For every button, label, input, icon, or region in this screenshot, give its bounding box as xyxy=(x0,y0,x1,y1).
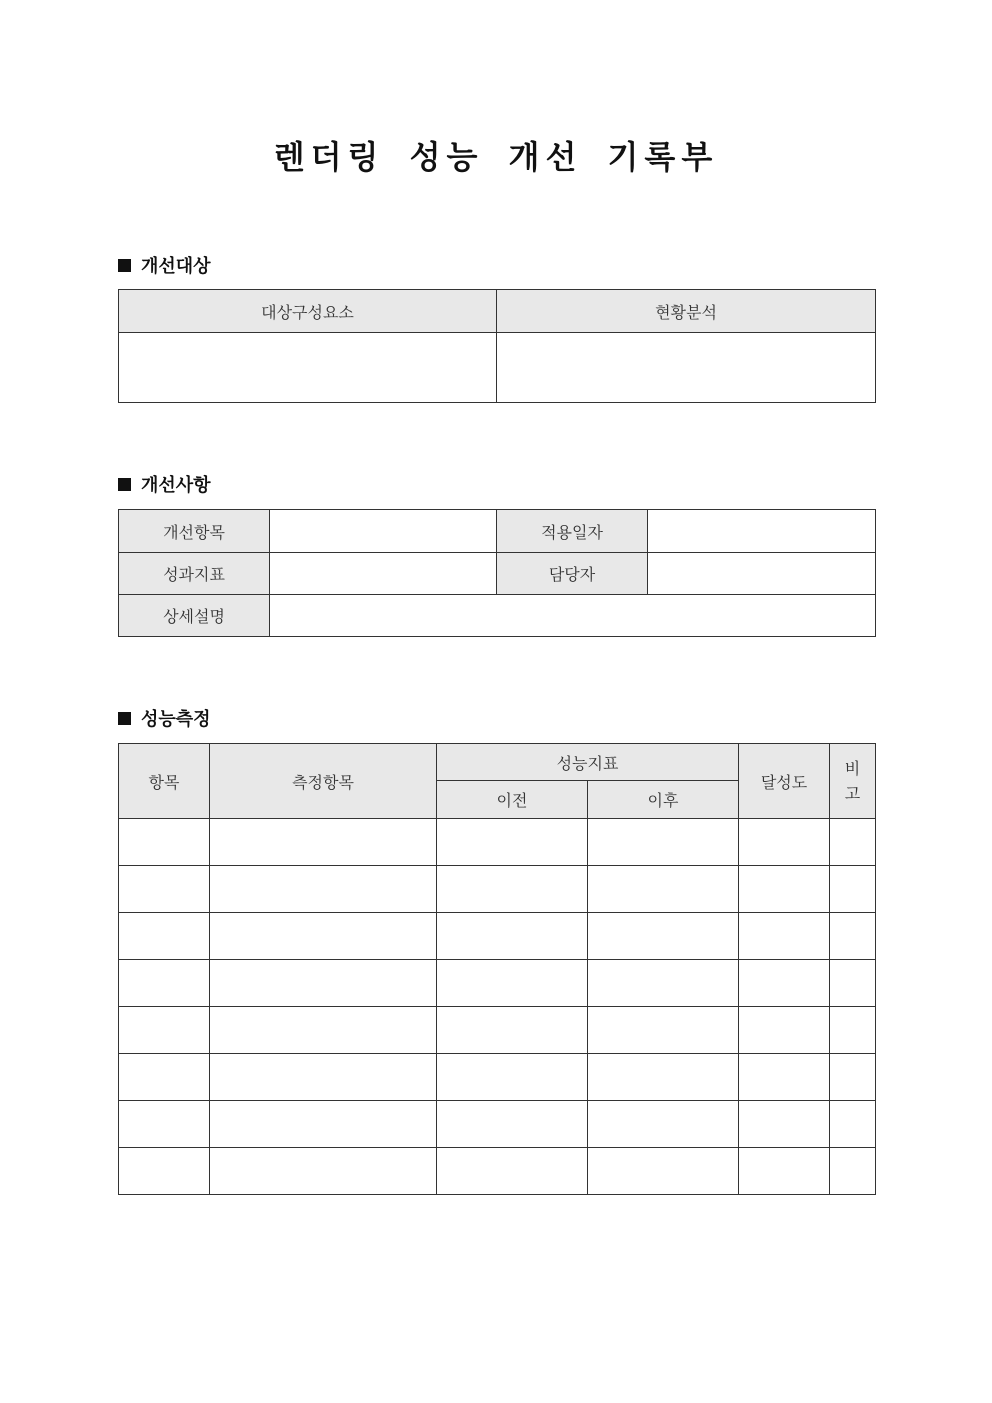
after-cell[interactable] xyxy=(588,1101,739,1148)
label-owner: 담당자 xyxy=(497,553,648,595)
after-cell[interactable] xyxy=(588,819,739,866)
table-row xyxy=(119,913,876,960)
achievement-cell[interactable] xyxy=(739,960,830,1007)
improvement-item-field[interactable] xyxy=(270,510,497,553)
table-row xyxy=(119,1101,876,1148)
achievement-cell[interactable] xyxy=(739,866,830,913)
section-heading-measurement xyxy=(118,706,211,730)
label-improvement-item: 개선항목 xyxy=(119,510,270,553)
achievement-cell[interactable] xyxy=(739,1148,830,1195)
header-achievement: 달성도 xyxy=(739,744,830,819)
before-cell[interactable] xyxy=(437,1054,588,1101)
after-cell[interactable] xyxy=(588,1007,739,1054)
section-heading-target xyxy=(118,253,211,277)
achievement-cell[interactable] xyxy=(739,1101,830,1148)
kpi-field[interactable] xyxy=(270,553,497,595)
item-cell[interactable] xyxy=(119,1101,210,1148)
section-heading-label: 성능측정 xyxy=(141,709,211,730)
note-cell[interactable] xyxy=(830,866,876,913)
before-cell[interactable] xyxy=(437,1148,588,1195)
column-header-component: 대상구성요소 xyxy=(119,290,497,333)
section-heading-label: 개선사항 xyxy=(141,475,211,496)
header-measure-item: 측정항목 xyxy=(210,744,437,819)
after-cell[interactable] xyxy=(588,866,739,913)
measure-item-cell[interactable] xyxy=(210,819,437,866)
item-cell[interactable] xyxy=(119,1148,210,1195)
table-row xyxy=(119,1054,876,1101)
note-cell[interactable] xyxy=(830,1054,876,1101)
item-cell[interactable] xyxy=(119,819,210,866)
achievement-cell[interactable] xyxy=(739,1007,830,1054)
item-cell[interactable] xyxy=(119,1007,210,1054)
before-cell[interactable] xyxy=(437,913,588,960)
header-note xyxy=(830,744,876,819)
after-cell[interactable] xyxy=(588,913,739,960)
measure-item-cell[interactable] xyxy=(210,960,437,1007)
achievement-cell[interactable] xyxy=(739,1054,830,1101)
label-apply-date: 적용일자 xyxy=(497,510,648,553)
header-note-line2: 고 xyxy=(844,784,861,803)
header-note-line1: 비 xyxy=(844,759,861,778)
status-analysis-cell[interactable] xyxy=(497,333,876,403)
before-cell[interactable] xyxy=(437,960,588,1007)
apply-date-field[interactable] xyxy=(648,510,876,553)
improvement-table xyxy=(118,509,876,637)
measure-item-cell[interactable] xyxy=(210,913,437,960)
item-cell[interactable] xyxy=(119,913,210,960)
detail-field[interactable] xyxy=(270,595,876,637)
section-heading-improvement xyxy=(118,472,211,496)
table-row xyxy=(119,866,876,913)
before-cell[interactable] xyxy=(437,819,588,866)
table-row xyxy=(119,1148,876,1195)
square-icon xyxy=(118,478,131,491)
table-row xyxy=(119,960,876,1007)
table-row xyxy=(119,1007,876,1054)
header-before: 이전 xyxy=(437,781,588,819)
measure-item-cell[interactable] xyxy=(210,1101,437,1148)
square-icon xyxy=(118,259,131,272)
column-header-status-analysis: 현황분석 xyxy=(497,290,876,333)
note-cell[interactable] xyxy=(830,819,876,866)
note-cell[interactable] xyxy=(830,960,876,1007)
achievement-cell[interactable] xyxy=(739,819,830,866)
before-cell[interactable] xyxy=(437,866,588,913)
page-title: 렌더링 성능 개선 기록부 xyxy=(273,138,719,176)
table-row xyxy=(119,819,876,866)
measure-item-cell[interactable] xyxy=(210,1148,437,1195)
after-cell[interactable] xyxy=(588,1148,739,1195)
note-cell[interactable] xyxy=(830,1101,876,1148)
item-cell[interactable] xyxy=(119,1054,210,1101)
after-cell[interactable] xyxy=(588,1054,739,1101)
note-cell[interactable] xyxy=(830,913,876,960)
label-kpi: 성과지표 xyxy=(119,553,270,595)
measure-item-cell[interactable] xyxy=(210,1007,437,1054)
after-cell[interactable] xyxy=(588,960,739,1007)
header-performance-indicator: 성능지표 xyxy=(437,744,739,781)
achievement-cell[interactable] xyxy=(739,913,830,960)
section-heading-label: 개선대상 xyxy=(141,256,211,277)
square-icon xyxy=(118,712,131,725)
label-detail: 상세설명 xyxy=(119,595,270,637)
item-cell[interactable] xyxy=(119,866,210,913)
note-cell[interactable] xyxy=(830,1007,876,1054)
header-item: 항목 xyxy=(119,744,210,819)
header-after: 이후 xyxy=(588,781,739,819)
measure-item-cell[interactable] xyxy=(210,866,437,913)
owner-field[interactable] xyxy=(648,553,876,595)
note-cell[interactable] xyxy=(830,1148,876,1195)
before-cell[interactable] xyxy=(437,1101,588,1148)
target-table xyxy=(118,289,876,403)
measurement-rows xyxy=(119,819,876,1195)
measure-item-cell[interactable] xyxy=(210,1054,437,1101)
item-cell[interactable] xyxy=(119,960,210,1007)
measurement-table xyxy=(118,743,876,1195)
component-cell[interactable] xyxy=(119,333,497,403)
before-cell[interactable] xyxy=(437,1007,588,1054)
